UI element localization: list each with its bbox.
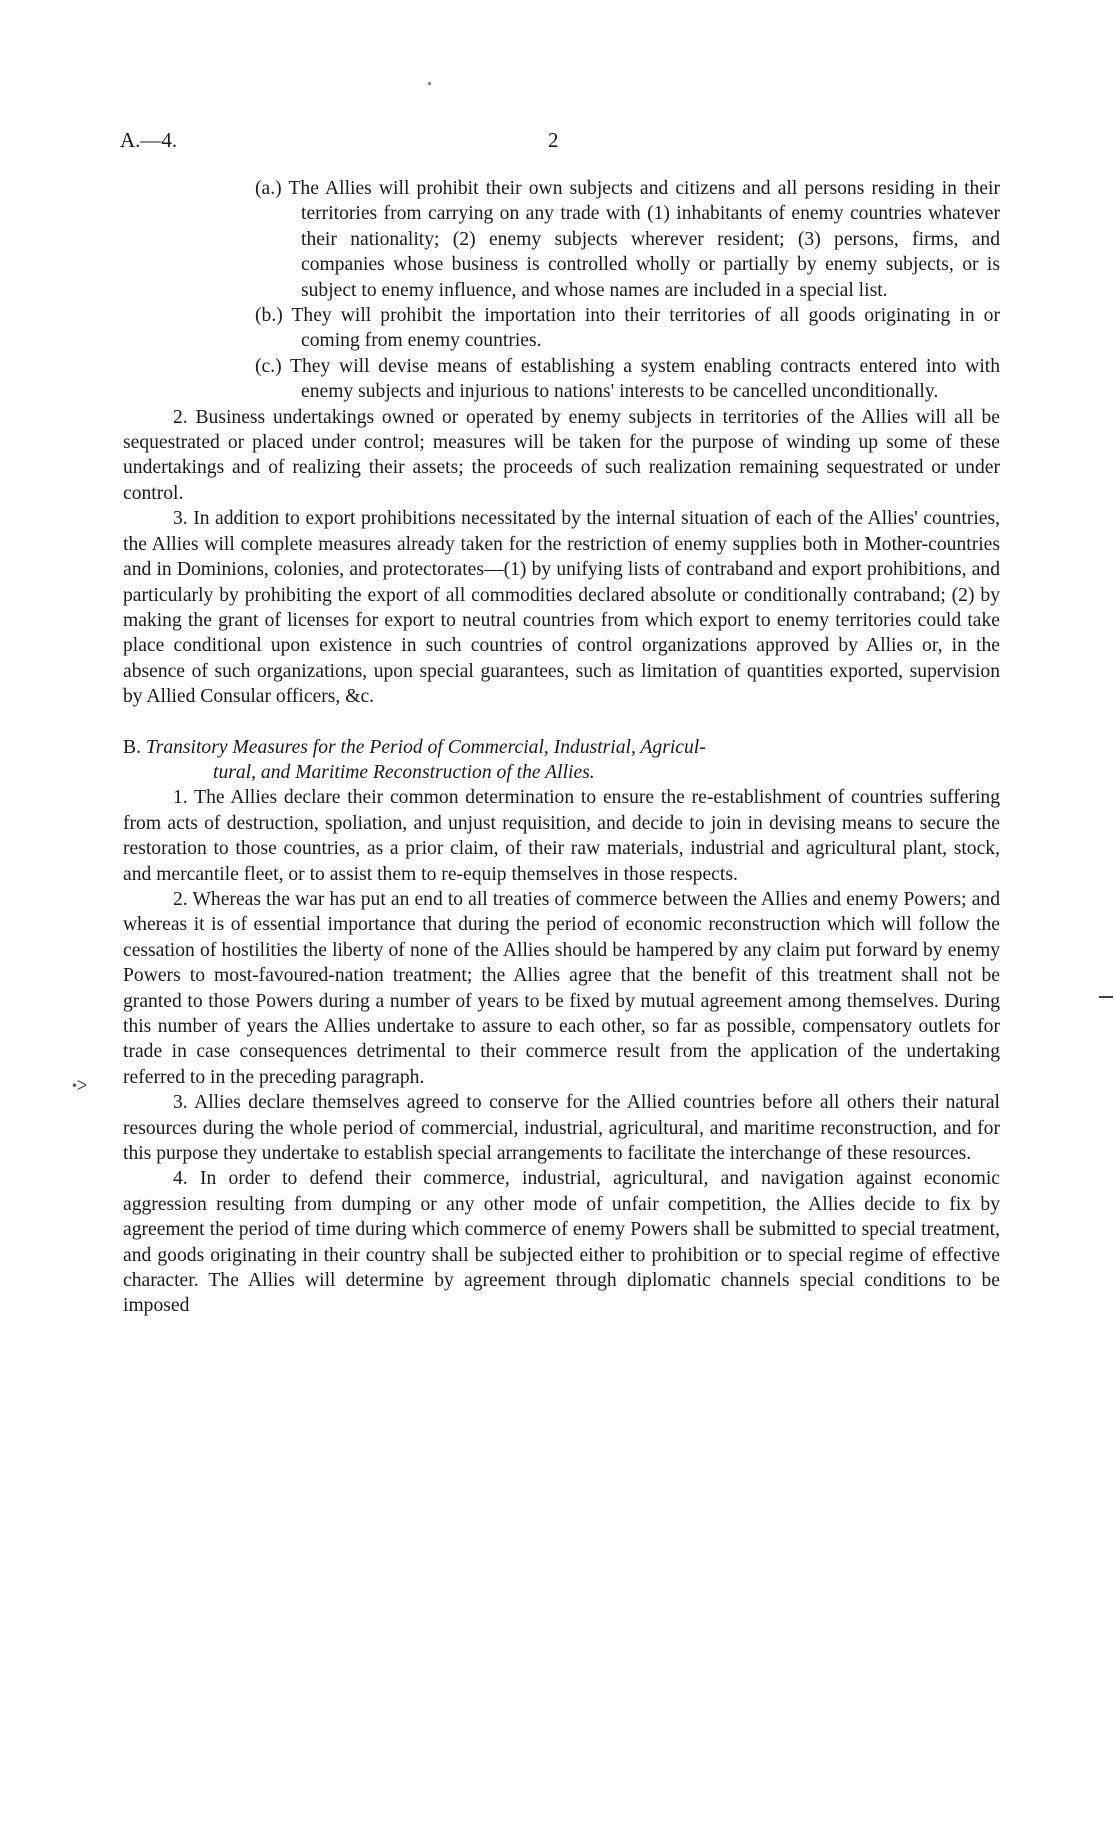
paragraph-number: 2. bbox=[173, 888, 188, 910]
paragraph-b-4 bbox=[123, 1166, 1000, 1318]
paragraph-text: Business undertakings owned or operated by enemy subjects in territories of the Allies will all be sequestrated or placed under control; measures will be taken for the purpose of winding up some of these undertakings and of realizing their assets; the proceeds of such realization remaining sequestrated or under control. bbox=[123, 406, 1000, 504]
margin-dash-mark bbox=[1099, 996, 1113, 998]
list-item-b bbox=[123, 303, 1000, 354]
paragraph-text: In addition to export prohibitions necessitated by the internal situation of each of the Allies' countries, the Allies will complete measures already taken for the restriction of enemy supplies both in Mother-countries and in Dominions, colonies, and protectorates—(1) by unifying lists of contraband and export prohibitions, and particularly by prohibiting the export of all commodities declared absolute or conditionally contraband; (2) by making the grant of licenses for export to neutral countries from which export to enemy territories could take place conditional upon existence in such countries of control organizations approved by Allies or, in the absence of such organizations, upon special guarantees, such as limitation of quantities exported, supervision by Allied Consular officers, &c. bbox=[123, 508, 1000, 708]
item-text: The Allies will prohibit their own subjects and citizens and all persons residing in their territories from carrying on any trade with (1) inhabitants of enemy countries whatever their nationality; (2) enemy subjects wherever resident; (3) persons, firms, and companies whose business is controlled wholly or partially by enemy subjects, or is subject to enemy influence, and whose names are included in a special list. bbox=[288, 178, 1000, 301]
paragraph-a-2 bbox=[123, 405, 1000, 507]
paragraph-text: Allies declare themselves agreed to conserve for the Allied countries before all others their natural resources during the whole period of commercial, industrial, agricultural, and maritime reconstruction, and for this purpose they undertake to establish special arrangements to facilitate the interchange of these resources. bbox=[123, 1092, 1000, 1165]
margin-annotation-mark: •ᐳ bbox=[72, 1079, 88, 1094]
paragraph-number: 4. bbox=[173, 1168, 188, 1190]
section-letter: B. bbox=[123, 736, 141, 758]
paragraph-b-1 bbox=[123, 785, 1000, 887]
page-header bbox=[120, 128, 1000, 158]
list-item-c bbox=[123, 354, 1000, 405]
item-text: They will prohibit the importation into their territories of all goods originating in or coming from enemy countries. bbox=[291, 305, 1001, 352]
item-label: (b.) bbox=[255, 305, 283, 327]
section-spacer bbox=[123, 710, 1000, 735]
list-item-a bbox=[123, 176, 1000, 303]
section-title-line-1: Transitory Measures for the Period of Commercial, Industrial, Agricul- bbox=[145, 736, 706, 758]
paragraph-text: Whereas the war has put an end to all treaties of commerce between the Allies and enemy Powers; and whereas it is of essential importance that during the period of economic reconstruction which will follow the cessation of hostilities the liberty of none of the Allies should be hampered by any claim put forward by enemy Powers to most-favoured-nation treatment; the Allies agree that the benefit of this treatment shall not be granted to those Powers during a number of years to be fixed by mutual agreement among themselves. During this number of years the Allies undertake to assure to each other, so far as possible, compensatory outlets for trade in case consequences detrimental to their commerce result from the application of the undertaking referred to in the preceding paragraph. bbox=[123, 888, 1000, 1088]
paragraph-number: 3. bbox=[173, 508, 188, 530]
paragraph-b-2 bbox=[123, 887, 1000, 1090]
section-title-line-2: tural, and Maritime Reconstruction of the Allies. bbox=[213, 761, 595, 783]
page-number: 2 bbox=[548, 128, 559, 152]
document-body bbox=[123, 176, 1000, 1319]
document-reference: A.—4. bbox=[120, 128, 178, 152]
item-text: They will devise means of establishing a system enabling contracts entered into with enemy subjects and injurious to nations' interests to be cancelled unconditionally. bbox=[290, 355, 1001, 403]
paragraph-a-3 bbox=[123, 506, 1000, 709]
item-label: (c.) bbox=[255, 355, 282, 377]
paragraph-text: In order to defend their commerce, industrial, agricultural, and navigation against economic aggression resulting from dumping or any other mode of unfair competition, the Allies decide to fix by agreement the period of time during which commerce of enemy Powers shall be submitted to special treatment, and goods originating in their country shall be subjected either to prohibition or to special regime of effective character. The Allies will determine by agreement through diplomatic channels special conditions to be imposed bbox=[123, 1168, 1000, 1317]
paragraph-number: 3. bbox=[173, 1092, 188, 1114]
paragraph-number: 2. bbox=[173, 406, 188, 428]
paragraph-number: 1. bbox=[173, 787, 188, 809]
section-b-heading bbox=[123, 735, 1000, 786]
paragraph-b-3 bbox=[123, 1090, 1000, 1166]
item-label: (a.) bbox=[255, 178, 282, 199]
paragraph-text: The Allies declare their common determination to ensure the re-establishment of countries suffering from acts of destruction, spoliation, and unjust requisition, and decide to join in devising means to secure the restoration to those countries, as a prior claim, of their raw materials, industrial and agricultural plant, stock, and mercantile fleet, or to assist them to re-equip themselves in those respects. bbox=[123, 787, 1000, 885]
scan-speck bbox=[428, 82, 431, 85]
